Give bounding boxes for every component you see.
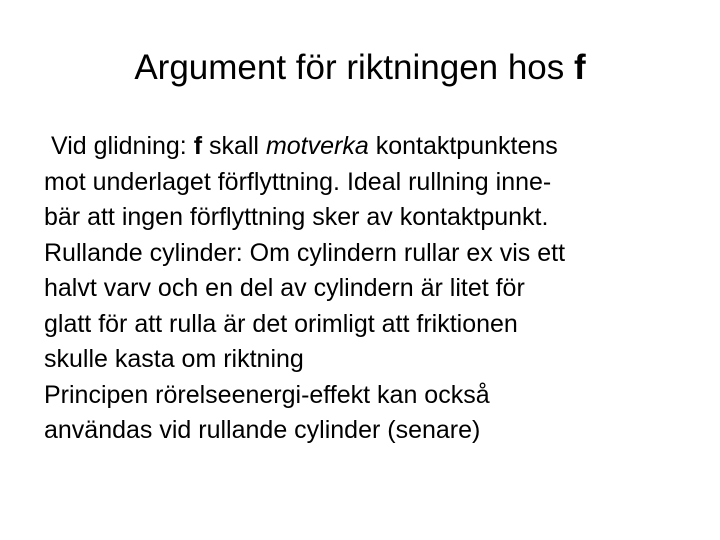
body-line-7: skulle kasta om riktning [44, 345, 304, 373]
body-line-1-part-3: kontaktpunktens [368, 132, 558, 160]
body-line-8: Principen rörelseenergi-effekt kan också [44, 380, 490, 409]
body-line-5: halvt varv och en del av cylindern är litet för [44, 274, 525, 302]
body-line-1-part-1: Vid glidning: [51, 132, 194, 160]
slide-body [44, 129, 704, 449]
body-line-1-part-2: skall [202, 132, 266, 160]
body-line-6: glatt för att rulla är det orimligt att friktionen [44, 309, 518, 338]
body-line-2: mot underlaget förflyttning. Ideal rullning inne- [44, 167, 552, 196]
body-line-1-emphasis: motverka [265, 132, 369, 160]
body-line-3: bär att ingen förflyttning sker av kontaktpunkt. [44, 203, 549, 231]
body-line-9: användas vid rullande cylinder (senare) [44, 416, 481, 444]
slide-title [0, 44, 720, 92]
title-text: Argument för riktningen hos [134, 48, 574, 87]
title-symbol-f: f [574, 48, 586, 87]
body-line-1-symbol-f: f [193, 132, 203, 160]
body-line-4: Rullande cylinder: Om cylindern rullar ex vis ett [44, 238, 566, 267]
body-line-1 [44, 129, 704, 165]
